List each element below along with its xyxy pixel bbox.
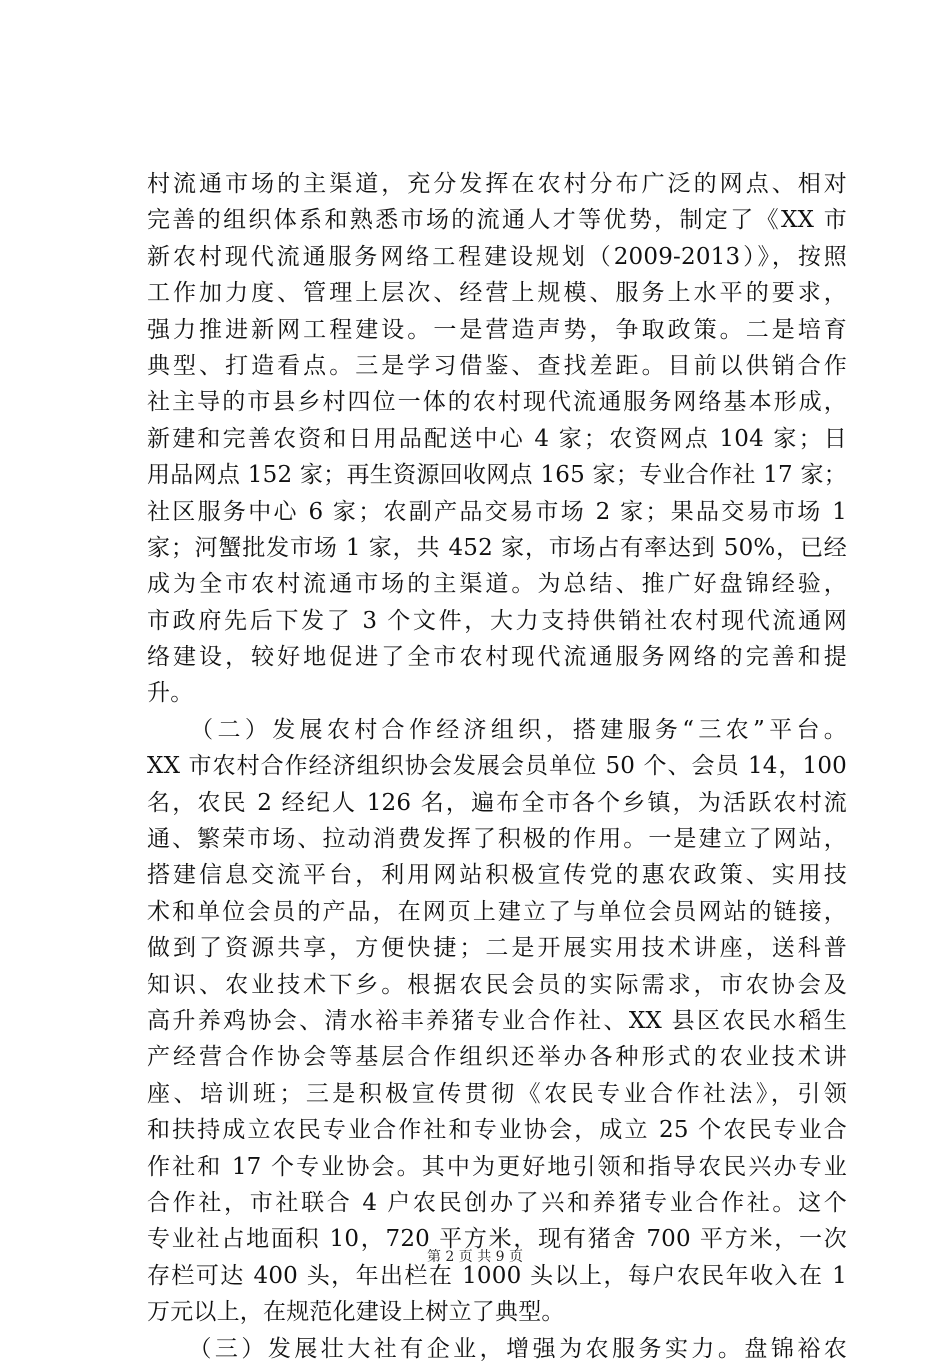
text-line: 座、培训班；三是积极宣传贯彻《农民专业合作社法》，引领 (147, 1080, 847, 1107)
text-line: 强力推进新网工程建设。一是营造声势，争取政策。二是培育 (147, 316, 847, 343)
text-line: 用品网点 152 家；再生资源回收网点 165 家；专业合作社 17 家； (147, 462, 847, 489)
text-line: 作社和 17 个专业协会。其中为更好地引领和指导农民兴办专业 (147, 1153, 847, 1180)
text-line: 村流通市场的主渠道，充分发挥在农村分布广泛的网点、相对 (147, 171, 847, 197)
text-line: 产经营合作协会等基层合作组织还举办各种形式的农业技术讲 (147, 1044, 847, 1071)
text-line: 市政府先后下发了 3 个文件，大力支持供销社农村现代流通网 (147, 607, 847, 634)
text-line: 知识、农业技术下乡。根据农民会员的实际需求，市农协会及 (147, 971, 847, 998)
body-text (147, 166, 847, 1367)
text-line: （三）发展壮大社有企业，增强为农服务实力。盘锦裕农 (147, 1335, 847, 1362)
text-line: 络建设，较好地促进了全市农村现代流通服务网络的完善和提 (147, 644, 847, 671)
text-line: 新建和完善农资和日用品配送中心 4 家；农资网点 104 家；日 (147, 425, 847, 452)
text-line: 社区服务中心 6 家；农副产品交易市场 2 家；果品交易市场 1 (147, 498, 847, 525)
text-line: 和扶持成立农民专业合作社和专业协会，成立 25 个农民专业合 (147, 1117, 847, 1144)
text-line: 新农村现代流通服务网络工程建设规划（2009-2013）》，按照 (147, 243, 847, 270)
text-line: 通、繁荣市场、拉动消费发挥了积极的作用。一是建立了网站， (147, 826, 847, 853)
text-line: 典型、打造看点。三是学习借鉴、查找差距。目前以供销合作 (147, 352, 847, 379)
text-line: 家；河蟹批发市场 1 家，共 452 家，市场占有率达到 50%，已经 (147, 534, 847, 561)
text-line: 工作加力度、管理上层次、经营上规模、服务上水平的要求， (147, 280, 847, 307)
page-footer: 第 2 页 共 9 页 (426, 1249, 524, 1265)
text-line: 术和单位会员的产品，在网页上建立了与单位会员网站的链接， (147, 898, 847, 925)
text-line: 搭建信息交流平台，利用网站积极宣传党的惠农政策、实用技 (147, 862, 847, 889)
text-line: 高升养鸡协会、清水裕丰养猪专业合作社、XX 县区农民水稻生 (147, 1007, 847, 1034)
text-line: 升。 (147, 680, 194, 707)
text-line: 专业社占地面积 10，720 平方米，现有猪舍 700 平方米，一次 (147, 1226, 847, 1253)
text-line: XX 市农村合作经济组织协会发展会员单位 50 个、会员 14，100 (147, 753, 847, 780)
text-line: 名，农民 2 经纪人 126 名，遍布全市各个乡镇，为活跃农村流 (147, 789, 847, 816)
text-line: 存栏可达 400 头，年出栏在 1000 头以上，每户农民年收入在 1 (147, 1262, 847, 1289)
text-line: 做到了资源共享，方便快捷；二是开展实用技术讲座，送科普 (147, 935, 847, 962)
text-line: 合作社，市社联合 4 户农民创办了兴和养猪专业合作社。这个 (147, 1189, 847, 1216)
text-line: （二）发展农村合作经济组织，搭建服务“三农”平台。 (147, 716, 847, 743)
text-line: 完善的组织体系和熟悉市场的流通人才等优势，制定了《XX 市 (147, 207, 847, 234)
text-line: 万元以上，在规范化建设上树立了典型。 (147, 1299, 565, 1326)
text-line: 社主导的市县乡村四位一体的农村现代流通服务网络基本形成， (147, 389, 847, 416)
text-line: 成为全市农村流通市场的主渠道。为总结、推广好盘锦经验， (147, 571, 847, 598)
